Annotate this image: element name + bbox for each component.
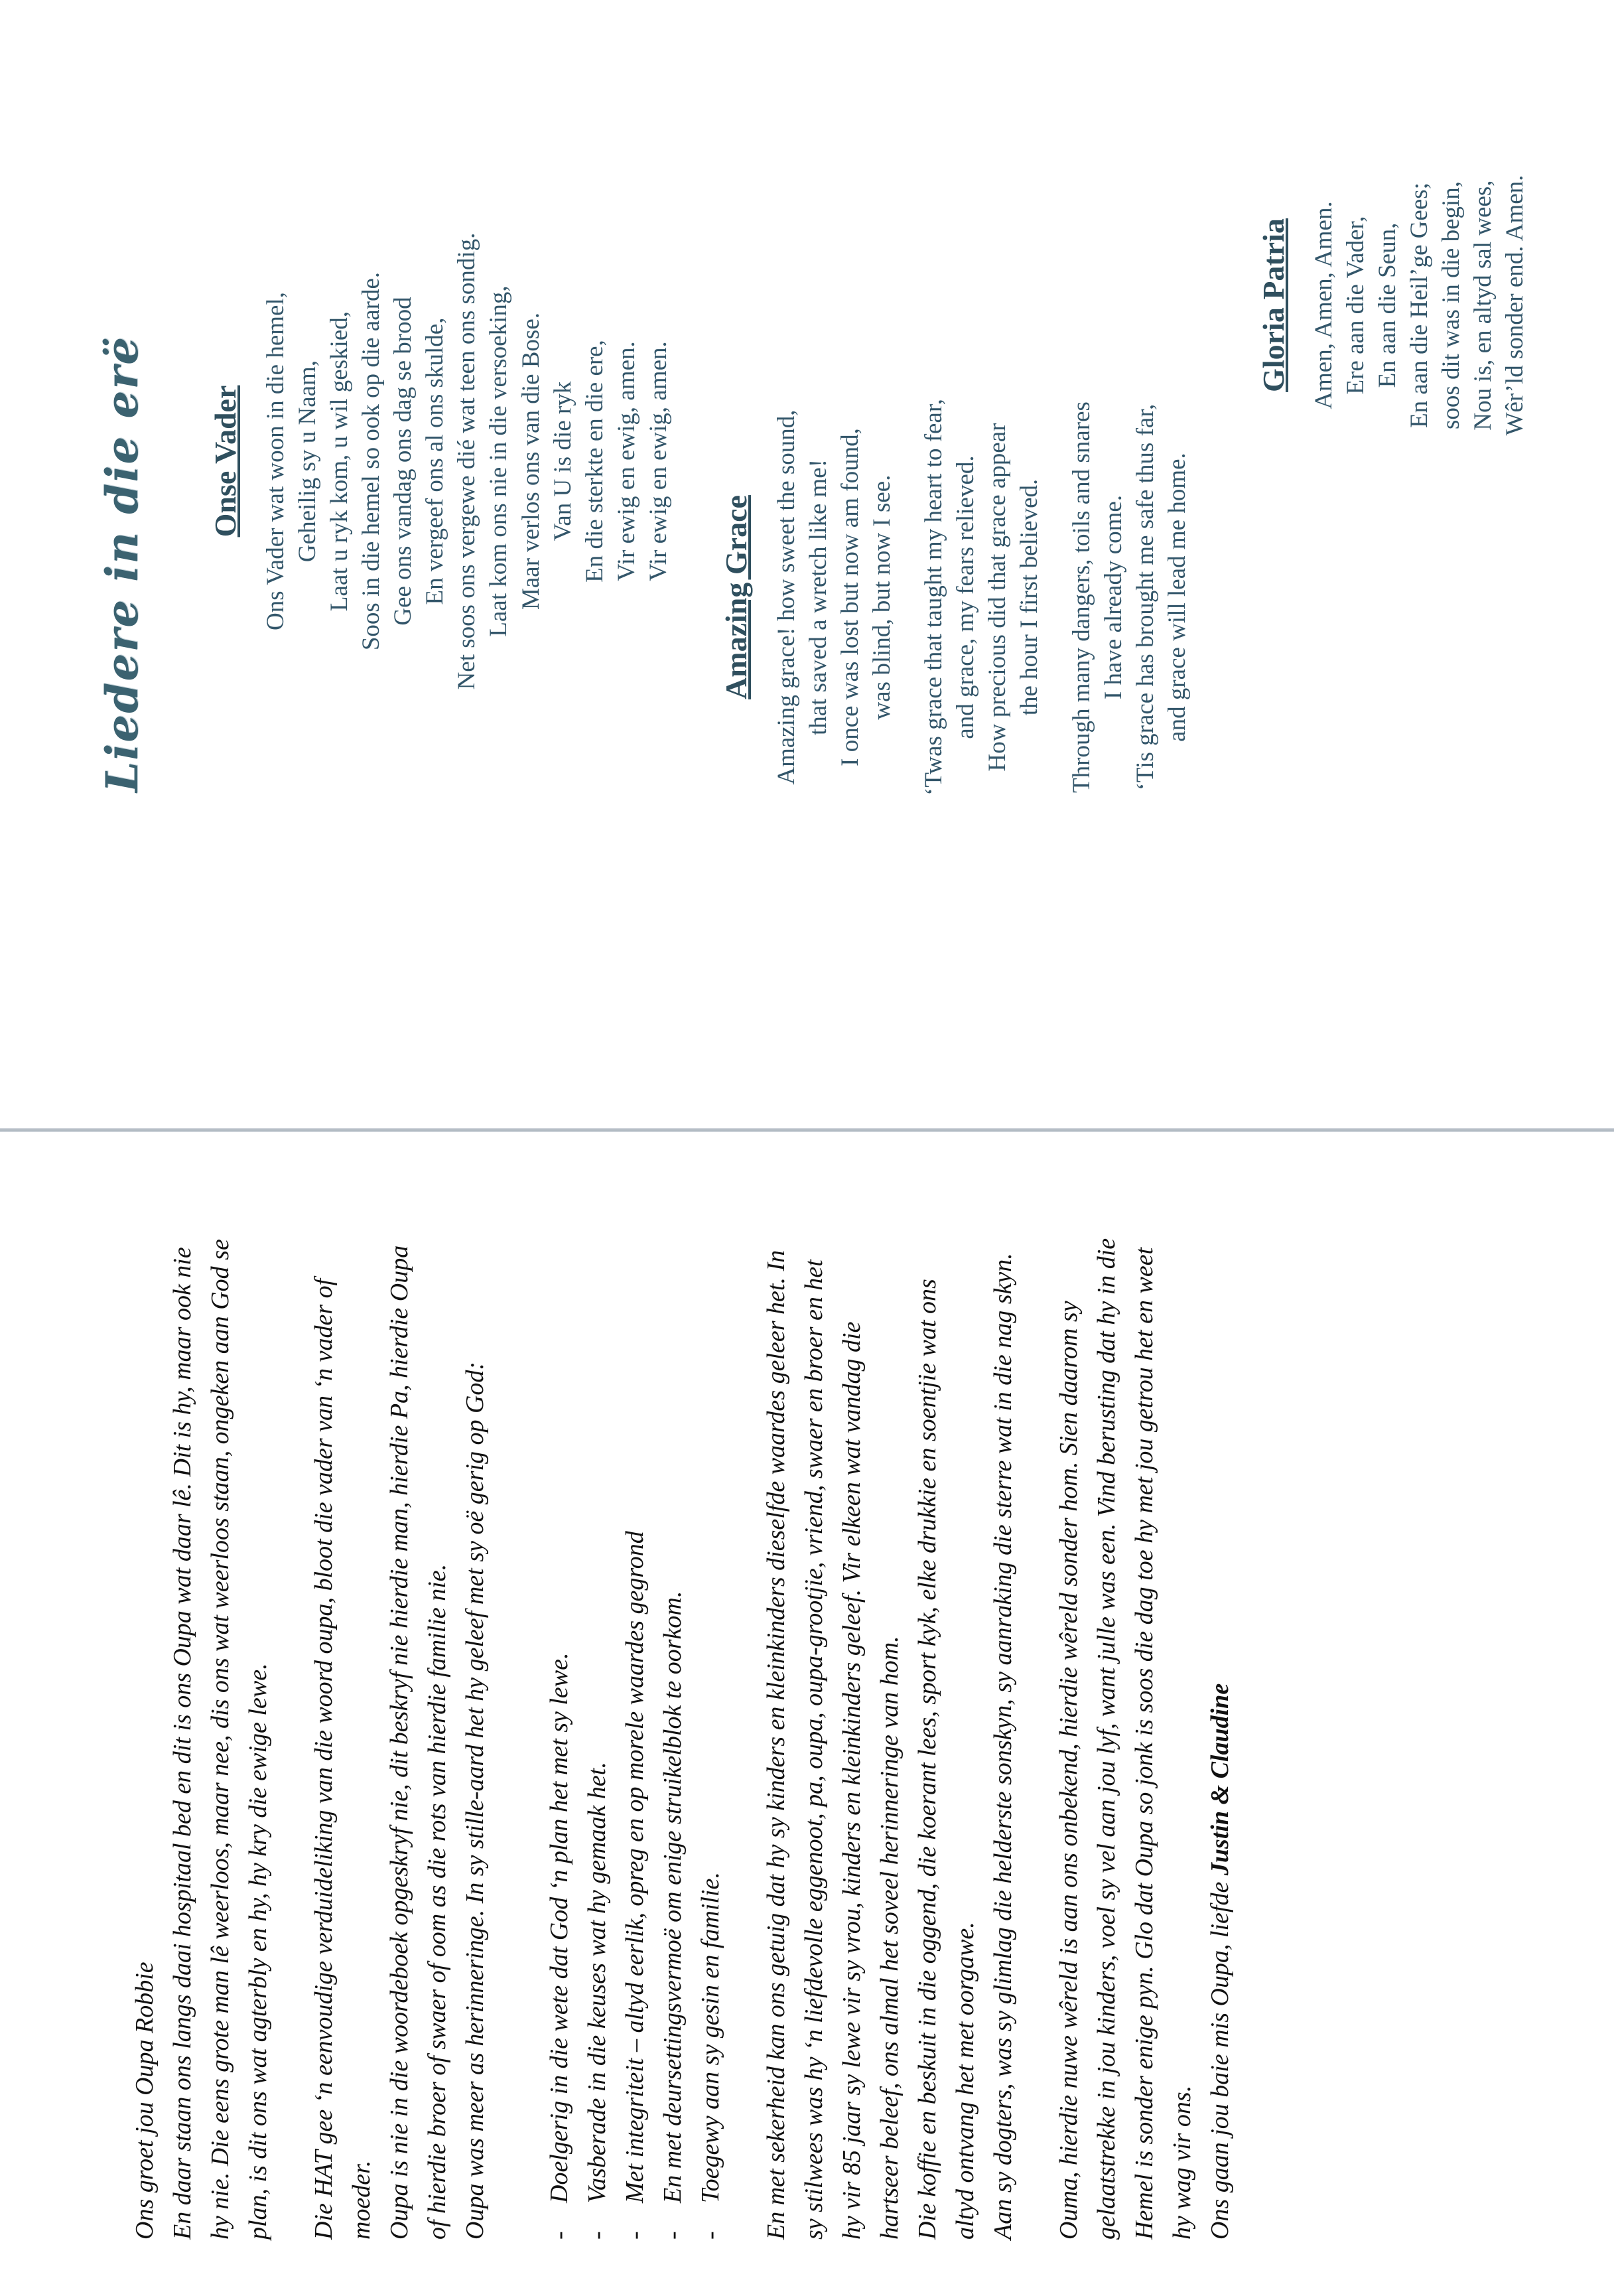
- song-line: Ere aan die Vader,: [1341, 216, 1369, 395]
- song-onse-vader: [206, 179, 695, 743]
- song-line: Nou is, en altyd sal wees,: [1469, 180, 1497, 431]
- song-gloria-patria: [1254, 73, 1551, 538]
- song-amazing-grace: [716, 232, 1213, 962]
- song-line: Gee ons vandag ons dag se brood: [389, 297, 417, 626]
- song-line: How precious did that grace appear: [984, 423, 1012, 772]
- tribute-paragraph: Oupa is nie in die woordeboek opgeskryf nie, dit beskryf nie hierdie man, hierdie Pa, hierdie Oupa of hierdie broer of swaer of oom as die rots van hierdie familie nie.: [385, 1245, 451, 2240]
- song-line: Net soos ons vergewe dié wat teen ons sondig.: [453, 232, 481, 690]
- song-line: soos dit was in die begin,: [1438, 180, 1465, 430]
- list-item: - En met deursettingsvermoë om enige struikelblok te oorkom.: [654, 1234, 692, 2240]
- song-line: Geheilig sy u Naam,: [293, 360, 321, 563]
- song-line: ‘Tis grace has brought me safe thus far,: [1131, 403, 1159, 791]
- tribute-paragraph: Die HAT gee ‘n eenvoudige verduideliking van die woord oupa, bloot die vader van ‘n vader of moeder.: [310, 1278, 375, 2240]
- song-line: Amen, Amen, Amen.: [1310, 201, 1337, 409]
- list-item: - Vasberade in die keuses wat hy gemaak het.: [578, 1234, 616, 2240]
- song-line: Ons Vader wat woon in die hemel,: [261, 292, 289, 631]
- tribute-greeting: Ons groet jou Oupa Robbie: [131, 1962, 159, 2240]
- song-stanza: [771, 232, 898, 962]
- song-stanza: [1066, 232, 1193, 962]
- tribute-paragraph: Ouma, hierdie nuwe wêreld is aan ons onbekend, hierdie wêreld sonder hom. Sien daarom sy gelaatstrekke in jou kinders, voel sy vel aan jou lyf, want julle was een. Vind berusting dat hy in die Hemel is sonder enige pyn. Glo dat Oupa so jonk is soos die dag toe hy met jou getrou het en weet hy wag vir ons.: [1055, 1238, 1196, 2240]
- song-line: Through many dangers, toils and snares: [1067, 401, 1095, 793]
- song-line: Laat kom ons nie in die versoeking,: [485, 285, 513, 637]
- signature: Justin & Claudine: [1206, 1683, 1234, 1876]
- song-line: ‘Twas grace that taught my heart to fear,: [920, 399, 948, 796]
- song-line: Vir ewig en ewig, amen.: [644, 341, 672, 581]
- song-line: the hour I first believed.: [1016, 478, 1043, 716]
- song-line: was blind, but now I see.: [868, 474, 896, 720]
- song-line: En vergeef ons al ons skulde,: [421, 317, 449, 605]
- list-item: - Doelgerig in die wete dat God ‘n plan het met sy lewe.: [541, 1234, 578, 2240]
- song-stanza: [1308, 73, 1532, 538]
- tribute-closing: [1201, 1234, 1239, 2240]
- song-line: En die sterkte en die ere,: [580, 340, 608, 583]
- song-line: En aan die Seun,: [1373, 222, 1401, 388]
- song-line: Vir ewig en ewig, amen.: [612, 341, 640, 581]
- tribute-paragraph: En met sekerheid kan ons getuig dat hy sy kinders en kleinkinders dieselfde waardes geleer het. In sy stilwees was hy ‘n liefdevolle eggenoot, pa, oupa, oupa-grootjie, vriend, swaer en broer en het hy vir 85 jaar sy lewe vir sy vrou, kinders en kleinkinders geleef. Vir elkeen wat vandag die hartseer beleef, ons almal het soveel herinneringe van hom.: [762, 1250, 904, 2240]
- tribute-paragraph: En daar staan ons langs daai hospitaal bed en dit is ons Oupa wat daar lê. Dit is hy, maar ook nie hy nie. Die eens grote man lê weerloos, maar nee, dis ons wat weerloos staan, ongeken aan God se plan, is dit ons wat agterbly en hy, hy kry die ewige lewe.: [168, 1239, 272, 2240]
- tribute-page: [0, 1168, 1614, 2296]
- song-line: Soos in die hemel so ook op die aarde.: [358, 271, 385, 651]
- tribute-paragraph: Aan sy dogters, was sy glimlag die helderste sonskyn, sy aanraking die sterre wat in die nag skyn.: [989, 1253, 1017, 2240]
- tribute-paragraph: Oupa was meer as herinneringe. In sy stille-aard het hy geleef met sy oë gerig op God:: [461, 1361, 489, 2240]
- song-line: I once was lost but now am found,: [836, 428, 864, 766]
- song-line: I have already come.: [1099, 494, 1127, 700]
- song-line: and grace will lead me home.: [1163, 453, 1191, 742]
- tribute-values-list: [541, 1234, 730, 2240]
- song-line: Amazing grace! how sweet the sound,: [772, 409, 800, 785]
- closing-text: Ons gaan jou baie mis Oupa, liefde: [1206, 1875, 1234, 2240]
- songs-heading: Liedere in die erë: [96, 335, 148, 793]
- song-line: Van U is die ryk: [549, 381, 576, 541]
- song-line: Laat u ryk kom, u wil geskied,: [325, 311, 353, 612]
- song-line: that saved a wretch like me!: [804, 459, 832, 736]
- list-item: - Toegewy aan sy gesin en familie.: [692, 1234, 730, 2240]
- tribute-paragraph: Die koffie en beskuit in die oggend, die koerant lees, sport kyk, elke drukkie en soentjie wat ons altyd ontvang het met oorgawe.: [913, 1279, 979, 2240]
- song-title: Amazing Grace: [719, 495, 753, 699]
- song-title: Onse Vader: [208, 385, 242, 538]
- song-stanza: [260, 179, 675, 743]
- song-line: En aan die Heil’ge Gees;: [1406, 182, 1434, 428]
- song-line: Wêr’ld sonder end. Amen.: [1501, 175, 1529, 436]
- tribute-text: [126, 1234, 1239, 2240]
- song-line: and grace, my fears relieved.: [952, 455, 980, 739]
- songs-page: [0, 0, 1614, 1128]
- list-item: - Met integriteit – altyd eerlik, opreg en op morele waardes gegrond: [616, 1234, 654, 2240]
- page-fold-line: [0, 1128, 1614, 1132]
- song-stanza: [918, 232, 1045, 962]
- song-title: Gloria Patria: [1256, 218, 1290, 392]
- song-line: Maar verlos ons van die Bose.: [517, 313, 545, 610]
